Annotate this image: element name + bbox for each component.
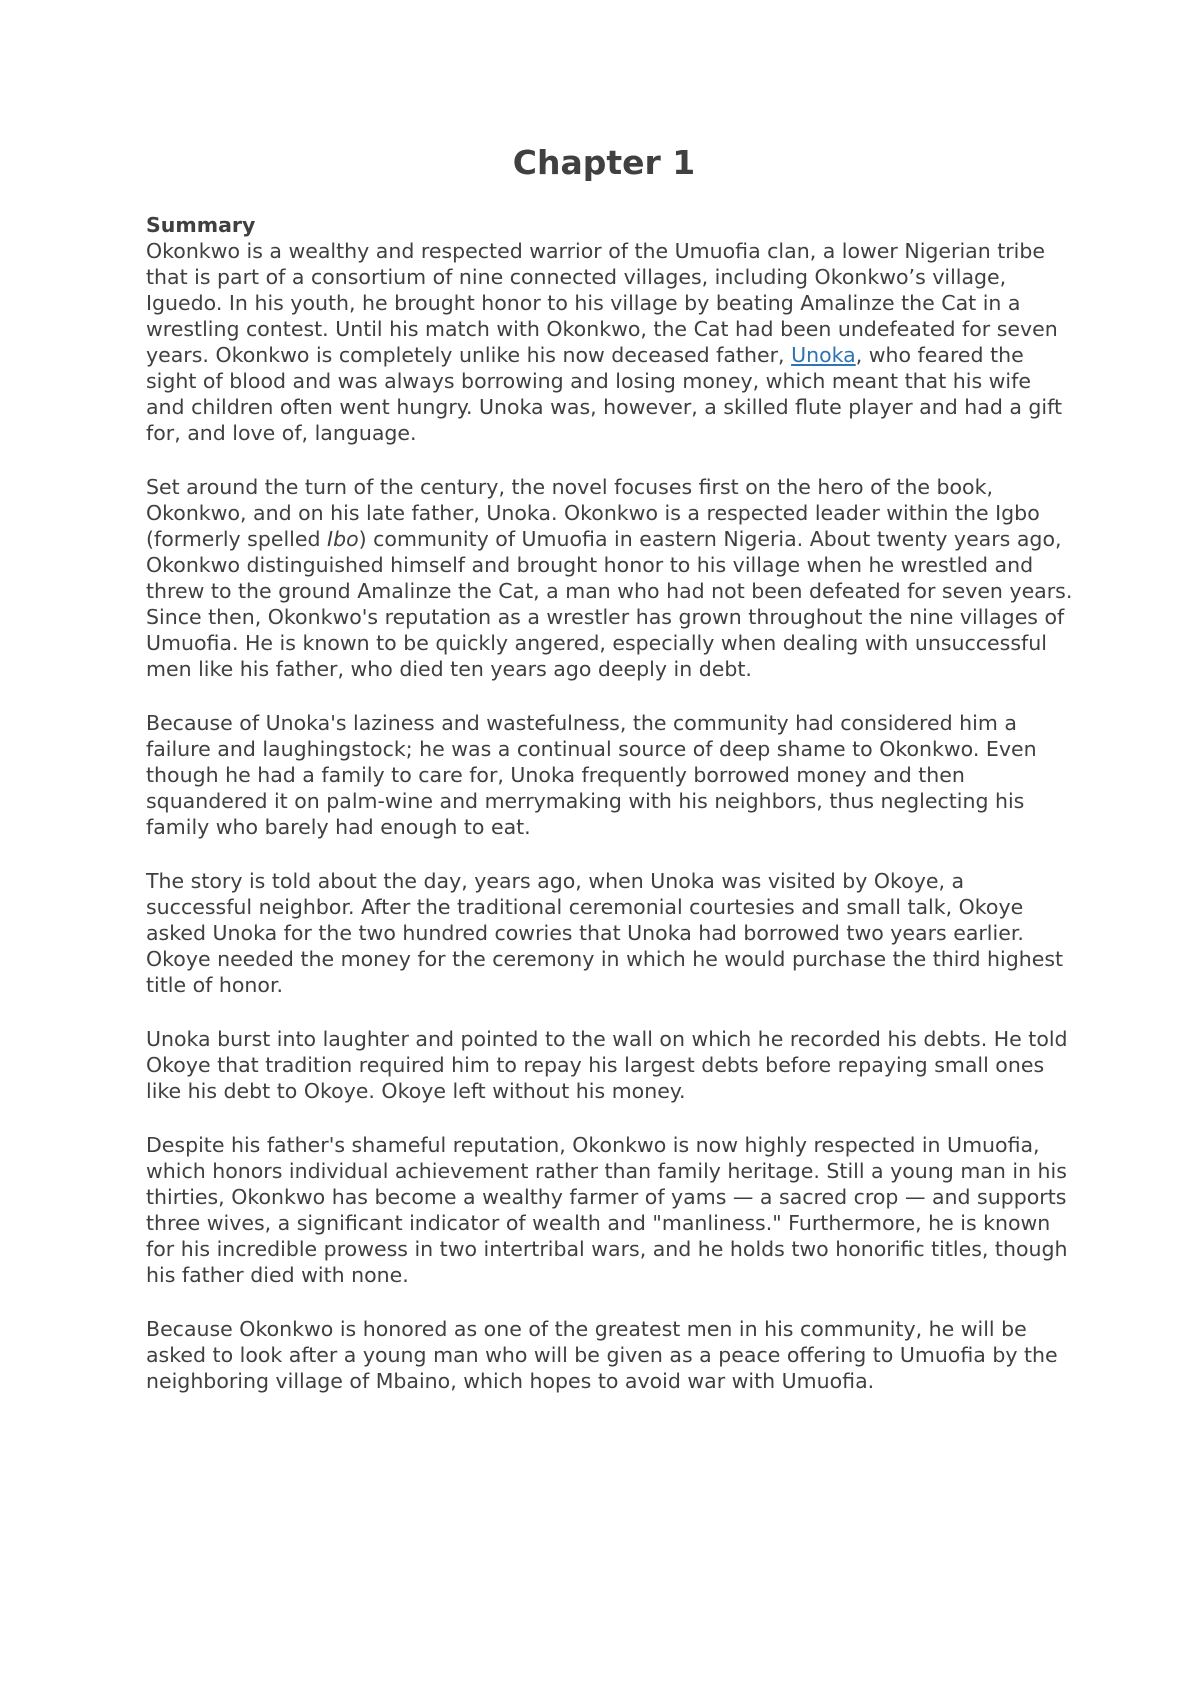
paragraph-4: The story is told about the day, years ago, when Unoka was visited by Okoye, a successful neighbor. After the traditional ceremonial courtesies and small talk, Okoye asked Unoka for the two hundred cowries that Unoka had borrowed two years earlier. Okoye needed the money for the ceremony in which he would purchase the third highest title of honor. [146,869,1064,997]
paragraph-2-text-end: ) community of Umuofia in eastern Nigeria. About twenty years ago, Okonkwo distinguished himself and brought honor to his village when he wrestled and threw to the ground Amalinze the Cat, a man who had not been defeated for seven years. Since then, Okonkwo's reputation as a wrestler has grown throughout the nine villages of Umuofia. He is known to be quickly angered, especially when dealing with unsuccessful men like his father, who died ten years ago deeply in debt. [146,527,1073,681]
paragraph-5: Unoka burst into laughter and pointed to the wall on which he recorded his debts. He told Okoye that tradition required him to repay his largest debts before repaying small ones like his debt to Okoye. Okoye left without his money. [146,1027,1068,1103]
paragraph-1-text-end: , who feared the sight of blood and was always borrowing and losing money, which meant that his wife and children often went hungry. Unoka was, however, a skilled flute player and had a gift for, and love of, language. [146,343,1063,445]
document-body [146,212,1076,1422]
paragraph-3: Because of Unoka's laziness and wastefulness, the community had considered him a failure and laughingstock; he was a continual source of deep shame to Okonkwo. Even though he had a family to care for, Unoka frequently borrowed money and then squandered it on palm-wine and merrymaking with his neighbors, thus neglecting his family who barely had enough to eat. [146,711,1037,839]
paragraph-2-text-start: Set around the turn of the century, the novel focuses first on the hero of the book, Okonkwo, and on his late father, Unoka. Okonkwo is a respected leader within the Igbo (formerly spelled [146,475,1040,551]
paragraph-2 [146,474,1076,682]
paragraph-6: Despite his father's shameful reputation, Okonkwo is now highly respected in Umuofia, which honors individual achievement rather than family heritage. Still a young man in his thirties, Okonkwo has become a wealthy farmer of yams — a sacred crop — and supports three wives, a significant indicator of wealth and "manliness." Furthermore, he is known for his incredible prowess in two intertribal wars, and he holds two honorific titles, though his father died with none. [146,1133,1068,1287]
paragraph-1-text-start: Okonkwo is a wealthy and respected warrior of the Umuofia clan, a lower Nigerian tribe that is part of a consortium of nine connected villages, including Okonkwo’s village, Iguedo. In his youth, he brought honor to his village by beating Amalinze the Cat in a wrestling contest. Until his match with Okonkwo, the Cat had been undefeated for seven years. Okonkwo is completely unlike his now deceased father, [146,239,1058,367]
italic-term: Ibo [327,527,359,551]
paragraph-7: Because Okonkwo is honored as one of the greatest men in his community, he will be asked to look after a young man who will be given as a peace offering to Umuofia by the neighboring village of Mbaino, which hopes to avoid war with Umuofia. [146,1317,1058,1393]
page-title: Chapter 1 [512,143,696,182]
section-heading: Summary [146,213,256,237]
unoka-link[interactable]: Unoka [791,343,856,367]
paragraph-1 [146,238,1076,446]
